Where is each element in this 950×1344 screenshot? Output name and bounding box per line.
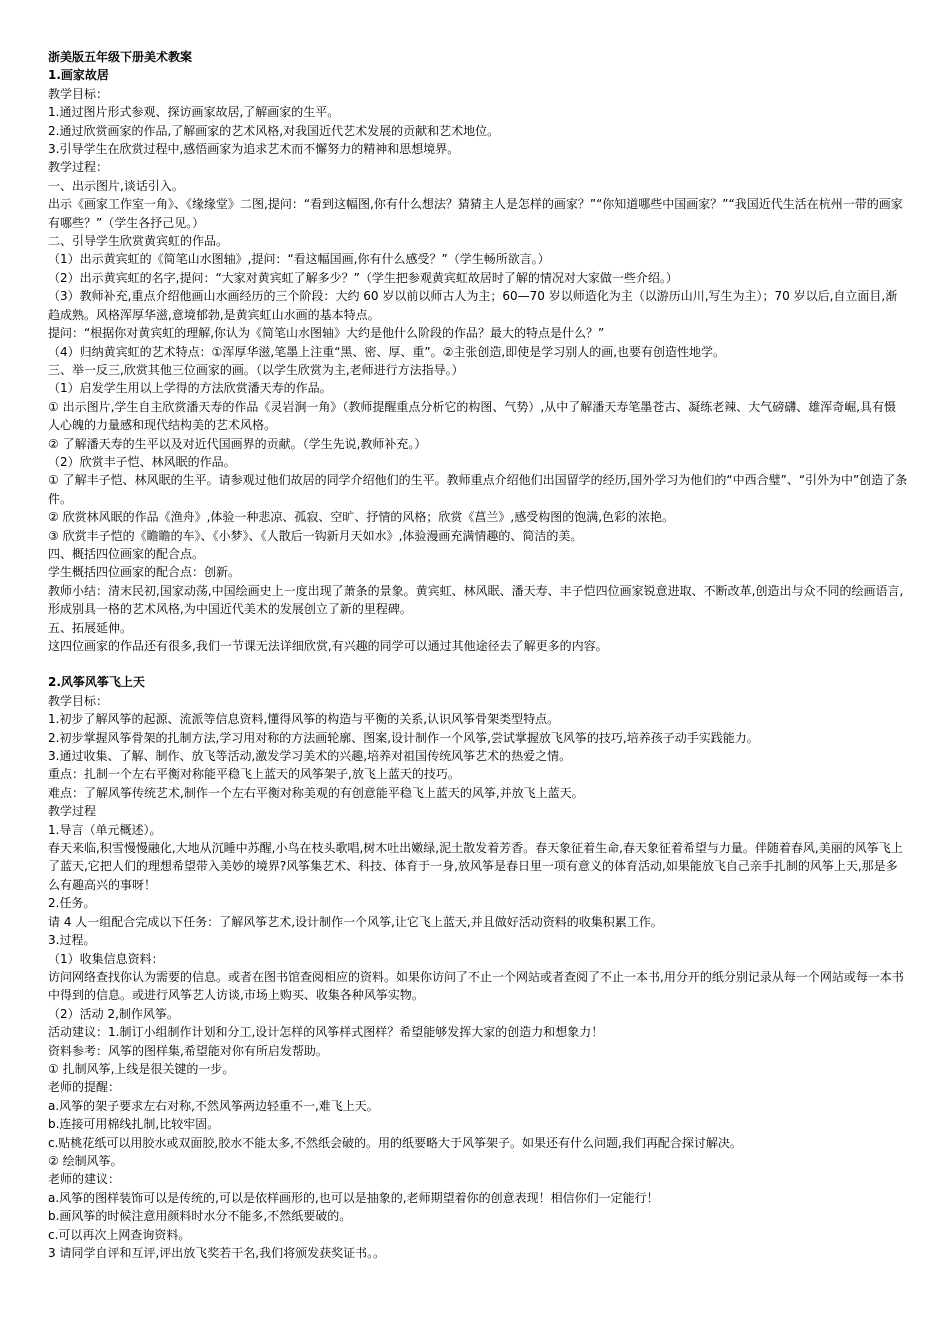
paragraph: （4）归纳黄宾虹的艺术特点：①浑厚华滋,笔墨上注重“黑、密、厚、重”。②主张创造,即使是学习别人的画,也要有创造性地学。 <box>48 344 726 359</box>
paragraph: c.可以再次上网查询资料。 <box>48 1227 191 1242</box>
paragraph: b.连接可用棉线扎制,比较牢固。 <box>48 1117 220 1132</box>
paragraph: 二、引导学生欣赏黄宾虹的作品。 <box>48 234 229 249</box>
paragraph: a.风筝的架子要求左右对称,不然风筝两边轻重不一,难飞上天。 <box>48 1098 379 1113</box>
paragraph: 提问：“根据你对黄宾虹的理解,你认为《简笔山水图轴》大约是他什么阶段的作品？最大的特点是什么？” <box>48 326 605 341</box>
paragraph: 这四位画家的作品还有很多,我们一节课无法详细欣赏,有兴趣的同学可以通过其他途径去了解更多的内容。 <box>48 639 608 653</box>
paragraph: 春天来临,积雪慢慢融化,大地从沉睡中苏醒,小鸟在枝头歌唱,树木吐出嫩绿,泥土散发着芳香。春天象征着生命,春天象征着希望与力量。伴随着春风,美丽的风筝飞上了蓝天,它把人们的理想希望带入美妙的境界?风筝集艺术、科技、体育于一身,放风筝是春日里一项有意义的体育活动,如果能放飞自己亲手扎制的风筝上天,那是多么有趣高兴的事呀！ <box>48 841 903 892</box>
paragraph: ① 出示图片,学生自主欣赏潘天寿的作品《灵岩涧一角》（教师提醒重点分析它的构图、气势）,从中了解潘天寿笔墨苍古、凝练老辣、大气磅礴、雄浑奇崛,具有慑人心魄的力量感和现代结构美的艺术风格。 <box>48 399 897 433</box>
paragraph: （1）收集信息资料： <box>48 951 164 966</box>
paragraph: 1.通过图片形式参观、探访画家故居,了解画家的生平。 <box>48 105 340 120</box>
section-spacer <box>48 655 908 673</box>
paragraph: 2.通过欣赏画家的作品,了解画家的艺术风格,对我国近代艺术发展的贡献和艺术地位。 <box>48 123 500 138</box>
paragraph: 四、概括四位画家的配合点。 <box>48 546 205 561</box>
paragraph: 3.引导学生在欣赏过程中,感悟画家为追求艺术而不懈努力的精神和思想境界。 <box>48 142 460 157</box>
paragraph: 出示《画家工作室一角》、《缘缘堂》二图,提问：“看到这幅图,你有什么想法？猜猜主人是怎样的画家？”“你知道哪些中国画家？”“我国近代生活在杭州一带的画家有哪些？”（学生各抒己见。） <box>48 197 903 230</box>
paragraph: 难点：了解风筝传统艺术,制作一个左右平衡对称美观的有创意能平稳飞上蓝天的风筝,并放飞上蓝天。 <box>48 785 584 800</box>
section-heading: 2.风筝风筝飞上天 <box>48 675 145 690</box>
paragraph: ① 了解丰子恺、林风眠的生平。请参观过他们故居的同学介绍他们的生平。教师重点介绍他们出国留学的经历,国外学习为他们的“中西合璧”、“引外为中”创造了条件。 <box>48 473 908 506</box>
paragraph: 2.初步掌握风筝骨架的扎制方法,学习用对称的方法画轮廓、图案,设计制作一个风筝,尝试掌握放飞风筝的技巧,培养孩子动手实践能力。 <box>48 730 759 745</box>
paragraph: ② 绘制风筝。 <box>48 1153 123 1168</box>
document-title: 浙美版五年级下册美术教案 <box>48 50 193 64</box>
paragraph: 访问网络查找你认为需要的信息。或者在图书馆查阅相应的资料。如果你访问了不止一个网站或者查阅了不止一本书,用分开的纸分别记录从每一个网站或每一本书中得到的信息。或进行风筝艺人访谈,市场上购买、收集各种风筝实物。 <box>48 969 904 1003</box>
paragraph: ③ 欣赏丰子恺的《瞻瞻的车》、《小梦》、《人散后一钩新月天如水》,体验漫画充满情趣的、简洁的美。 <box>48 528 583 543</box>
paragraph: 2.任务。 <box>48 896 96 911</box>
paragraph: 重点：扎制一个左右平衡对称能平稳飞上蓝天的风筝架子,放飞上蓝天的技巧。 <box>48 767 460 782</box>
paragraph: 教学过程： <box>48 160 109 175</box>
paragraph: （1）出示黄宾虹的《简笔山水图轴》,提问：“看这幅国画,你有什么感受？”（学生畅所欲言。） <box>48 252 550 267</box>
paragraph: 教师小结：清末民初,国家动荡,中国绘画史上一度出现了萧条的景象。黄宾虹、林风眠、潘天寿、丰子恺四位画家锐意进取、不断改革,创造出与众不同的绘画语言,形成别具一格的艺术风格,为中国近代美术的发展创立了新的里程碑。 <box>48 583 904 617</box>
paragraph: 教学目标： <box>48 86 109 101</box>
paragraph: a.风筝的图样装饰可以是传统的,可以是依样画形的,也可以是抽象的,老师期望着你的创意表现！相信你们一定能行！ <box>48 1190 659 1205</box>
paragraph: 3.通过收集、了解、制作、放飞等活动,激发学习美术的兴趣,培养对祖国传统风筝艺术的热爱之情。 <box>48 749 572 764</box>
paragraph: c.贴桃花纸可以用胶水或双面胶,胶水不能太多,不然纸会破的。用的纸要略大于风筝架子。如果还有什么问题,我们再配合探讨解决。 <box>48 1135 742 1150</box>
paragraph: （2）出示黄宾虹的名字,提问：“大家对黄宾虹了解多少？”（学生把参观黄宾虹故居时了解的情况对大家做一些介绍。） <box>48 270 678 285</box>
paragraph: b.画风筝的时候注意用颜料时水分不能多,不然纸要破的。 <box>48 1209 352 1224</box>
paragraph: 老师的建议： <box>48 1172 121 1187</box>
paragraph: 三、举一反三,欣赏其他三位画家的画。（以学生欣赏为主,老师进行方法指导。） <box>48 362 464 377</box>
section-painter-residence <box>48 66 908 655</box>
paragraph: （1）启发学生用以上学得的方法欣赏潘天寿的作品。 <box>48 381 332 396</box>
paragraph: ② 欣赏林风眠的作品《渔舟》,体验一种悲凉、孤寂、空旷、抒情的风格；欣赏《菖兰》,感受构图的饱满,色彩的浓艳。 <box>48 510 675 525</box>
paragraph: 请 4 人一组配合完成以下任务：了解风筝艺术,设计制作一个风筝,让它飞上蓝天,并且做好活动资料的收集积累工作。 <box>48 914 663 929</box>
paragraph: 3 请同学自评和互评,评出放飞奖若干名,我们将颁发获奖证书。。 <box>48 1246 386 1260</box>
paragraph: （2）欣赏丰子恺、林风眠的作品。 <box>48 454 236 469</box>
section-kite <box>48 673 908 1262</box>
paragraph: （2）活动 2,制作风筝。 <box>48 1006 179 1021</box>
paragraph: 教学过程 <box>48 804 97 819</box>
paragraph: 五、拓展延伸。 <box>48 620 133 635</box>
paragraph: 3.过程。 <box>48 933 96 948</box>
paragraph: 1.导言（单元概述）。 <box>48 822 162 837</box>
paragraph: 活动建议：1.制订小组制作计划和分工,设计怎样的风筝样式图样？希望能够发挥大家的创造力和想象力！ <box>48 1025 604 1040</box>
document-page <box>48 48 908 1262</box>
paragraph: 教学目标： <box>48 693 109 708</box>
paragraph: 一、出示图片,谈话引入。 <box>48 178 184 193</box>
paragraph: ② 了解潘天寿的生平以及对近代国画界的贡献。（学生先说,教师补充。） <box>48 436 427 451</box>
paragraph: 老师的提醒： <box>48 1080 121 1095</box>
paragraph: 资料参考：风筝的图样集,希望能对你有所启发帮助。 <box>48 1043 328 1058</box>
paragraph: 1.初步了解风筝的起源、流派等信息资料,懂得风筝的构造与平衡的关系,认识风筝骨架类型特点。 <box>48 712 560 727</box>
paragraph: 学生概括四位画家的配合点：创新。 <box>48 565 241 580</box>
section-heading: 1.画家故居 <box>48 68 109 83</box>
paragraph: ① 扎制风筝,上线是很关键的一步。 <box>48 1061 235 1076</box>
paragraph: （3）教师补充,重点介绍他画山水画经历的三个阶段：大约 60 岁以前以师古人为主；60—70 岁以师造化为主（以游历山川,写生为主）；70 岁以后,自立面目,渐趋成熟。风格浑厚华滋,意境郁勃,是黄宾虹山水画的基本特点。 <box>48 289 898 322</box>
